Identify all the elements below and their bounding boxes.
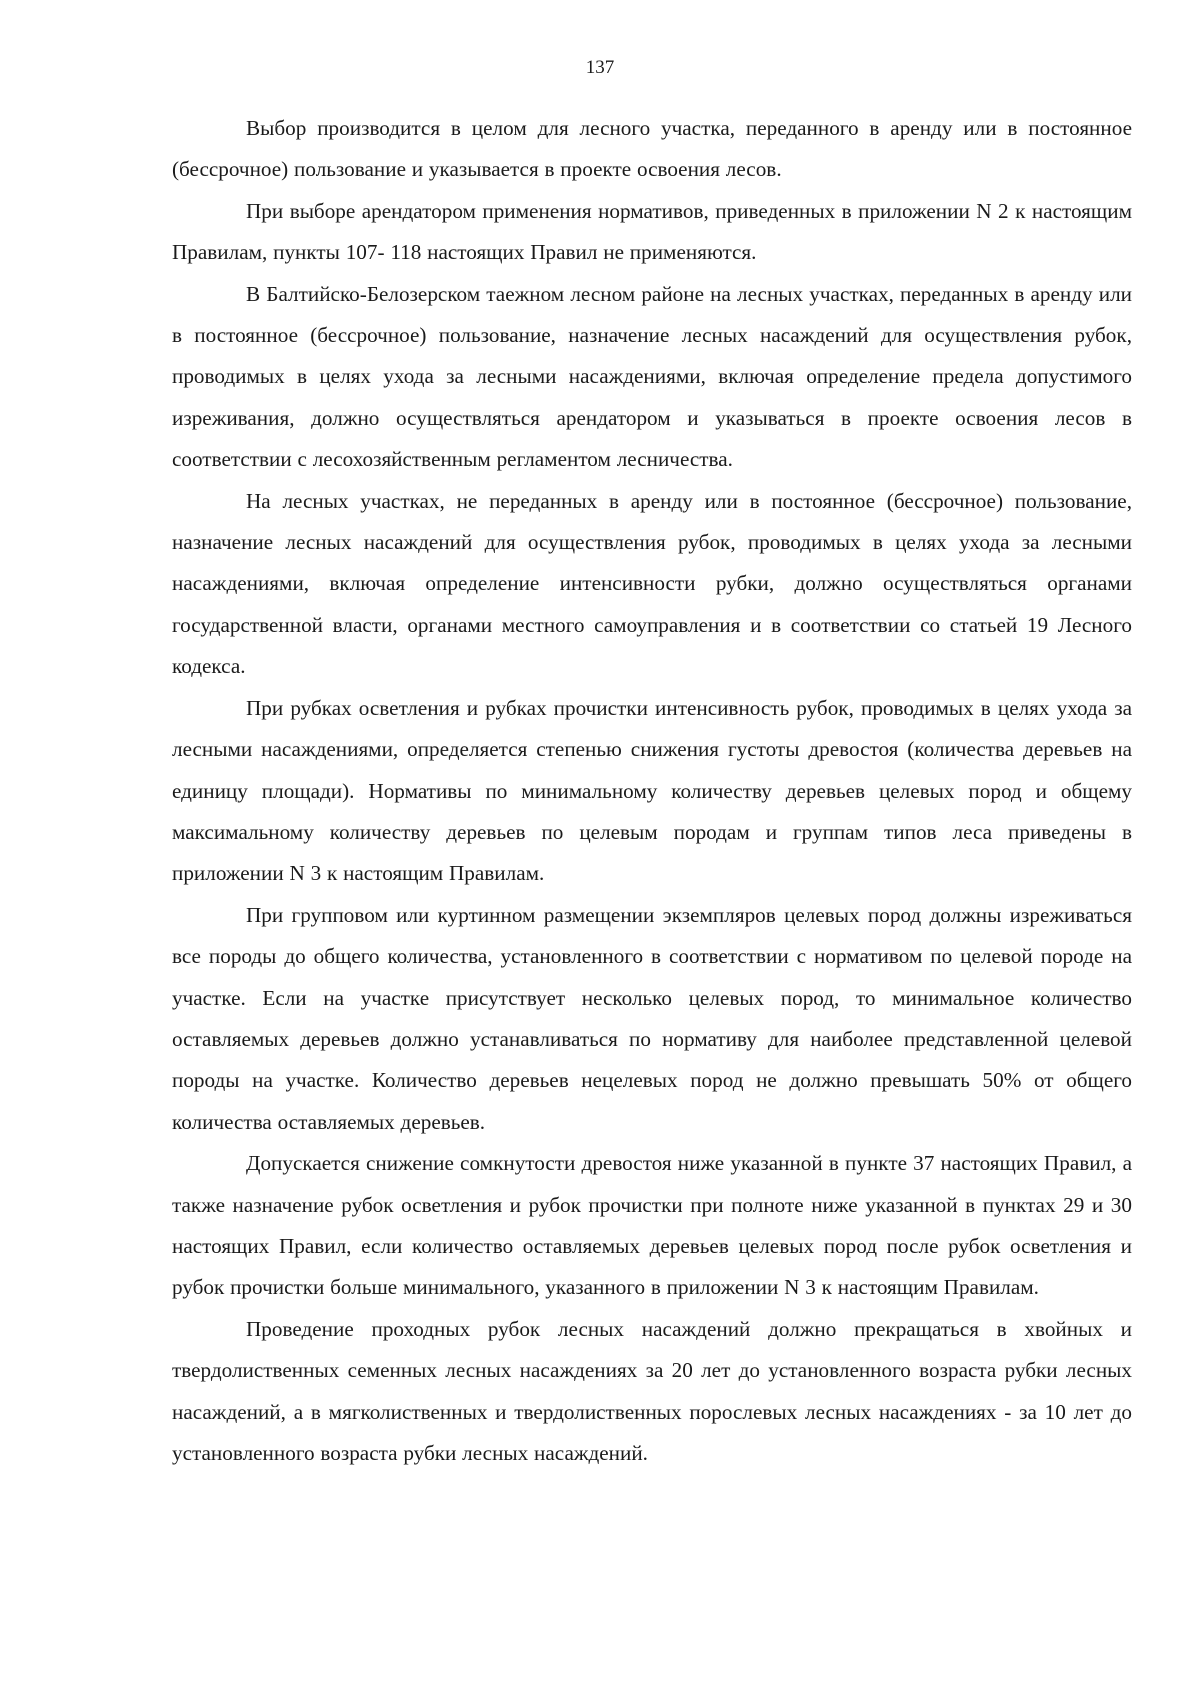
- paragraph: При групповом или куртинном размещении экземпляров целевых пород должны изреживаться все породы до общего количества, установленного в соответствии с нормативом по целевой породе на участке. Если на участке присутствует несколько целевых пород, то минимальное количество оставляемых деревьев должно устанавливаться по нормативу для наиболее представленной целевой породы на участке. Количество деревьев нецелевых пород не должно превышать 50% от общего количества оставляемых деревьев.: [172, 902, 1132, 1134]
- paragraph: При рубках осветления и рубках прочистки интенсивность рубок, проводимых в целях ухода за лесными насаждениями, определяется степенью снижения густоты древостоя (количества деревьев на единицу площади). Нормативы по минимальному количеству деревьев целевых пород и общему максимальному количеству деревьев по целевым породам и группам типов леса приведены в приложении N 3 к настоящим Правилам.: [172, 695, 1132, 886]
- paragraph: Проведение проходных рубок лесных насаждений должно прекращаться в хвойных и твердолиственных семенных лесных насаждениях за 20 лет до установленного возраста рубки лесных насаждений, а в мягколиственных и твердолиственных порослевых лесных насаждениях - за 10 лет до установленного возраста рубки лесных насаждений.: [172, 1316, 1132, 1465]
- paragraph: На лесных участках, не переданных в аренду или в постоянное (бессрочное) пользование, назначение лесных насаждений для осуществления рубок, проводимых в целях ухода за лесными насаждениями, включая определение интенсивности рубки, должно осуществляться органами государственной власти, органами местного самоуправления и в соответствии со статьей 19 Лесного кодекса.: [172, 488, 1132, 679]
- body-text: [172, 108, 1132, 1474]
- paragraph: При выборе арендатором применения нормативов, приведенных в приложении N 2 к настоящим Правилам, пункты 107- 118 настоящих Правил не применяются.: [172, 198, 1132, 265]
- paragraph: Выбор производится в целом для лесного участка, переданного в аренду или в постоянное (бессрочное) пользование и указывается в проекте освоения лесов.: [172, 116, 1132, 182]
- paragraph: В Балтийско-Белозерском таежном лесном районе на лесных участках, переданных в аренду или в постоянное (бессрочное) пользование, назначение лесных насаждений для осуществления рубок, проводимых в целях ухода за лесными насаждениями, включая определение предела допустимого изреживания, должно осуществляться арендатором и указываться в проекте освоения лесов в соответствии с лесохозяйственным регламентом лесничества.: [172, 281, 1132, 472]
- paragraph: Допускается снижение сомкнутости древостоя ниже указанной в пункте 37 настоящих Правил, а также назначение рубок осветления и рубок прочистки при полноте ниже указанной в пунктах 29 и 30 настоящих Правил, если количество оставляемых деревьев целевых пород после рубок осветления и рубок прочистки больше минимального, указанного в приложении N 3 к настоящим Правилам.: [172, 1151, 1132, 1300]
- page-number: 137: [585, 57, 615, 78]
